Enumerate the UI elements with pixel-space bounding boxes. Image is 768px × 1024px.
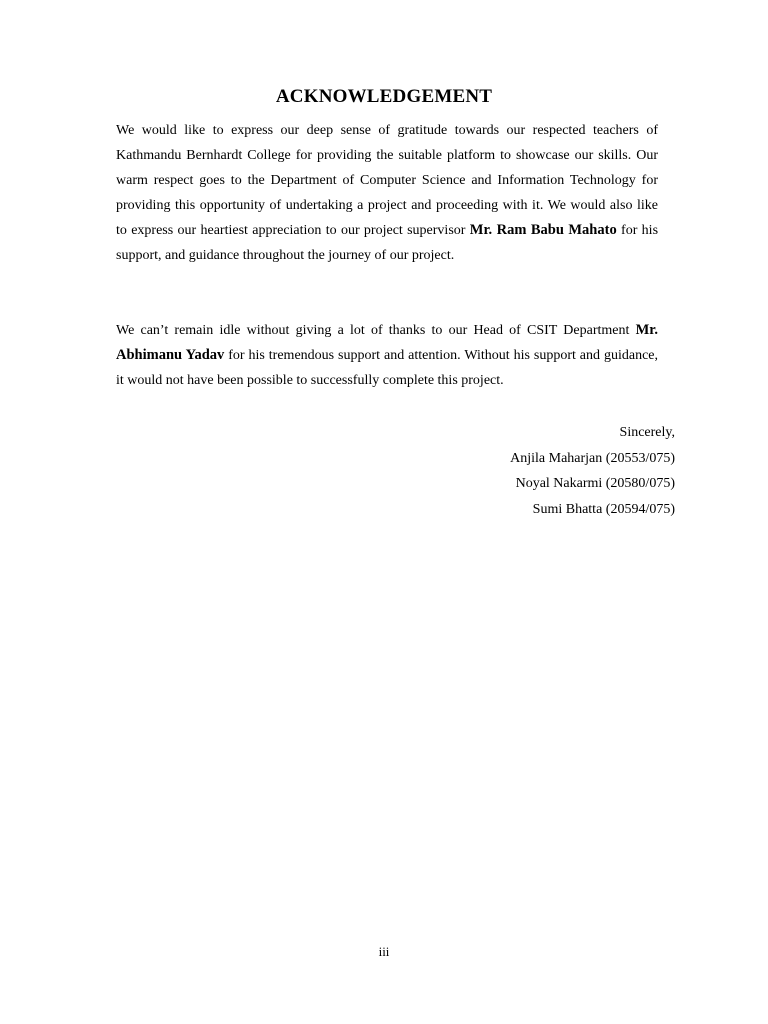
page-title: ACKNOWLEDGEMENT: [275, 86, 493, 107]
author-line: Noyal Nakarmi (20580/075): [515, 476, 675, 491]
paragraph-text: for his tremendous support and attention. Without his support and guidance, it would not have been possible to successfully complete this project.: [116, 348, 658, 388]
author-line: Anjila Maharjan (20553/075): [510, 450, 675, 466]
paragraph-text: for his support, and guidance throughout the journey of our project.: [116, 223, 659, 263]
paragraph-text: We can’t remain idle without giving a lot of thanks to our Head of CSIT Department: [116, 323, 630, 338]
paragraph-thanks: [116, 318, 658, 393]
paragraph-text: We would like to express our deep sense of gratitude towards our respected teachers of Kathmandu Bernhardt College for providing the suitable platform to showcase our skills. Our warm respect goes to the Department of Computer Science and Information Technology for providing this opportunity of undertaking a project and proceeding with it. We would also like to express our heartiest appreciation to our project supervisor: [116, 123, 658, 238]
department-head-name: Mr. Abhimanu Yadav: [116, 322, 658, 363]
page-number: iii: [378, 944, 390, 959]
paragraph-gratitude: [116, 118, 658, 268]
author-line: Sumi Bhatta (20594/075): [532, 501, 675, 517]
signature-block: [510, 420, 675, 522]
supervisor-name: Mr. Ram Babu Mahato: [469, 222, 617, 238]
closing-text: Sincerely,: [619, 425, 675, 440]
